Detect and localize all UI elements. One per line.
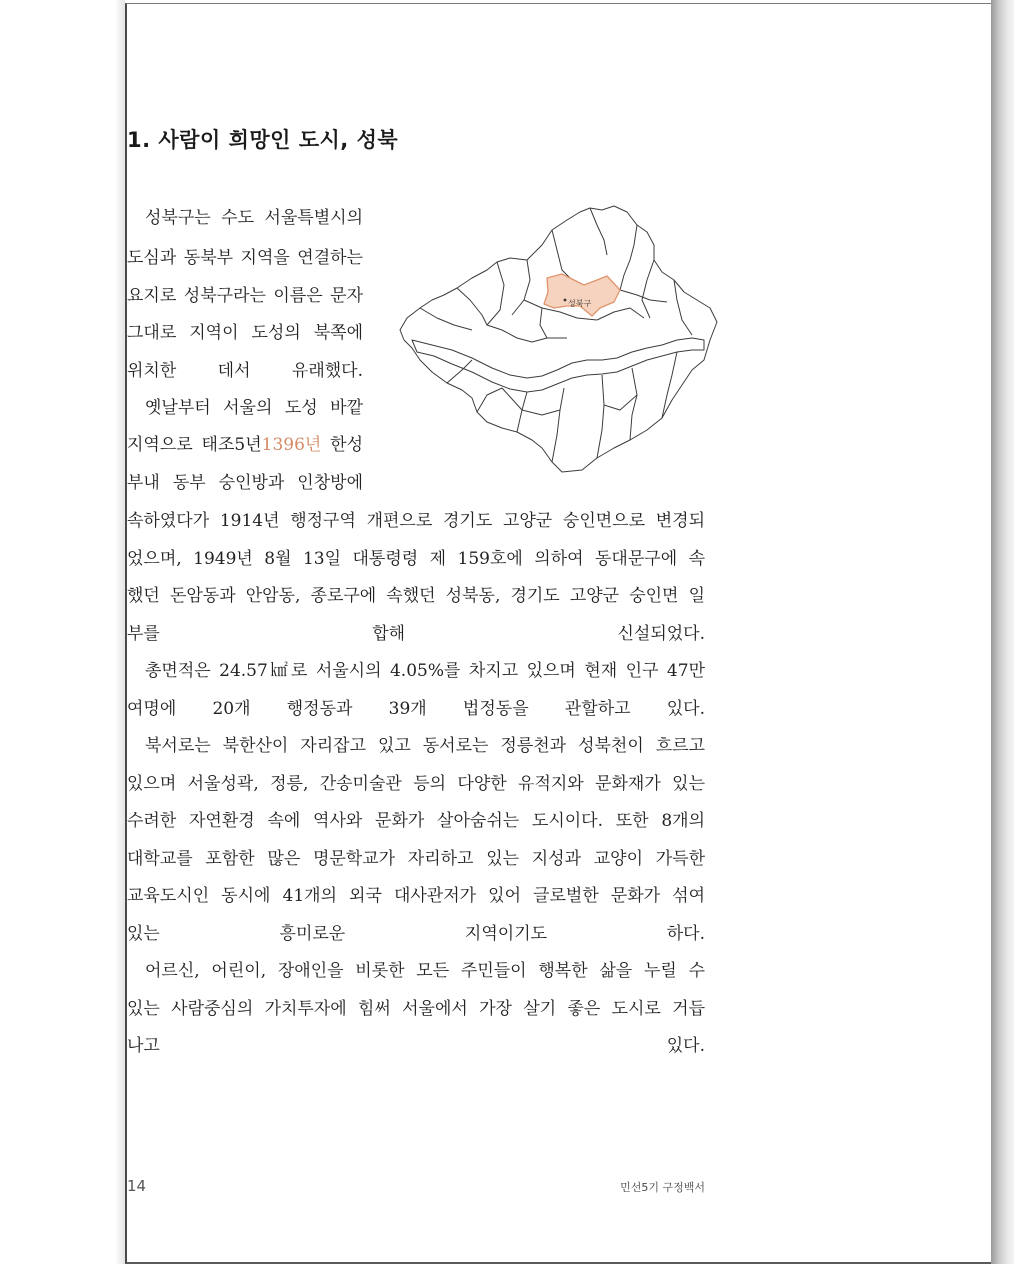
map-label-seongbuk: 성북구	[568, 299, 592, 308]
intro-line-6: 옛날부터 서울의 도성 바깥	[145, 398, 363, 418]
body-line-4: 부를 합해 신설되었다.	[127, 624, 705, 644]
intro-line-2: 도심과 동북부 지역을 연결하는	[127, 248, 363, 268]
intro-line-5: 위치한 데서 유래했다.	[127, 361, 363, 381]
footer-book-title: 민선5기 구정백서	[620, 1181, 705, 1194]
intro-line-1: 성북구는 수도 서울특별시의	[145, 208, 363, 228]
body-line-7: 북서로는 북한산이 자리잡고 있고 동서로는 정릉천과 성북천이 흐르고	[145, 736, 705, 756]
year-highlight: 1396년	[261, 435, 322, 455]
page-gutter-shadow	[991, 0, 1014, 1264]
body-line-9: 수려한 자연환경 속에 역사와 문화가 살아숨쉬는 도시이다. 또한 8개의	[127, 811, 705, 831]
intro-line-4: 그대로 지역이 도성의 북쪽에	[127, 323, 363, 343]
intro-line-7-after: 한성	[321, 435, 363, 455]
intro-line-7-before: 지역으로 태조5년	[127, 435, 262, 455]
body-line-11: 교육도시인 동시에 41개의 외국 대사관저가 있어 글로벌한 문화가 섞여	[127, 886, 705, 906]
intro-line-7	[127, 430, 363, 460]
page-number: 14	[127, 1177, 147, 1195]
body-line-14: 있는 사람중심의 가치투자에 힘써 서울에서 가장 살기 좋은 도시로 거듭	[127, 999, 705, 1019]
seoul-district-map	[392, 200, 722, 480]
body-line-10: 대학교를 포함한 많은 명문학교가 자리하고 있는 지성과 교양이 가득한	[127, 849, 705, 869]
intro-line-8: 부내 동부 숭인방과 인창방에	[127, 473, 363, 493]
body-line-8: 있으며 서울성곽, 정릉, 간송미술관 등의 다양한 유적지와 문화재가 있는	[127, 774, 705, 794]
body-line-12: 있는 흥미로운 지역이기도 하다.	[127, 924, 705, 944]
body-line-5: 총면적은 24.57㎢로 서울시의 4.05%를 차지고 있으며 현재 인구 47만	[145, 661, 705, 681]
body-line-6: 여명에 20개 행정동과 39개 법정동을 관할하고 있다.	[127, 699, 705, 719]
seoul-outline	[400, 206, 717, 472]
body-line-15: 나고 있다.	[127, 1036, 705, 1056]
seongbuk-marker	[564, 299, 567, 302]
body-line-3: 했던 돈암동과 안암동, 종로구에 속했던 성북동, 경기도 고양군 숭인면 일	[127, 586, 705, 606]
body-line-13: 어르신, 어린이, 장애인을 비롯한 모든 주민들이 행복한 삶을 누릴 수	[145, 961, 705, 981]
section-title: 1. 사람이 희망인 도시, 성북	[127, 128, 399, 152]
left-page-edge	[0, 0, 125, 1264]
body-line-1: 속하였다가 1914년 행정구역 개편으로 경기도 고양군 숭인면으로 변경되	[127, 511, 705, 531]
body-line-2: 었으며, 1949년 8월 13일 대통령령 제 159호에 의하여 동대문구에 속	[127, 549, 705, 569]
intro-line-3: 요지로 성북구라는 이름은 문자	[127, 286, 363, 306]
